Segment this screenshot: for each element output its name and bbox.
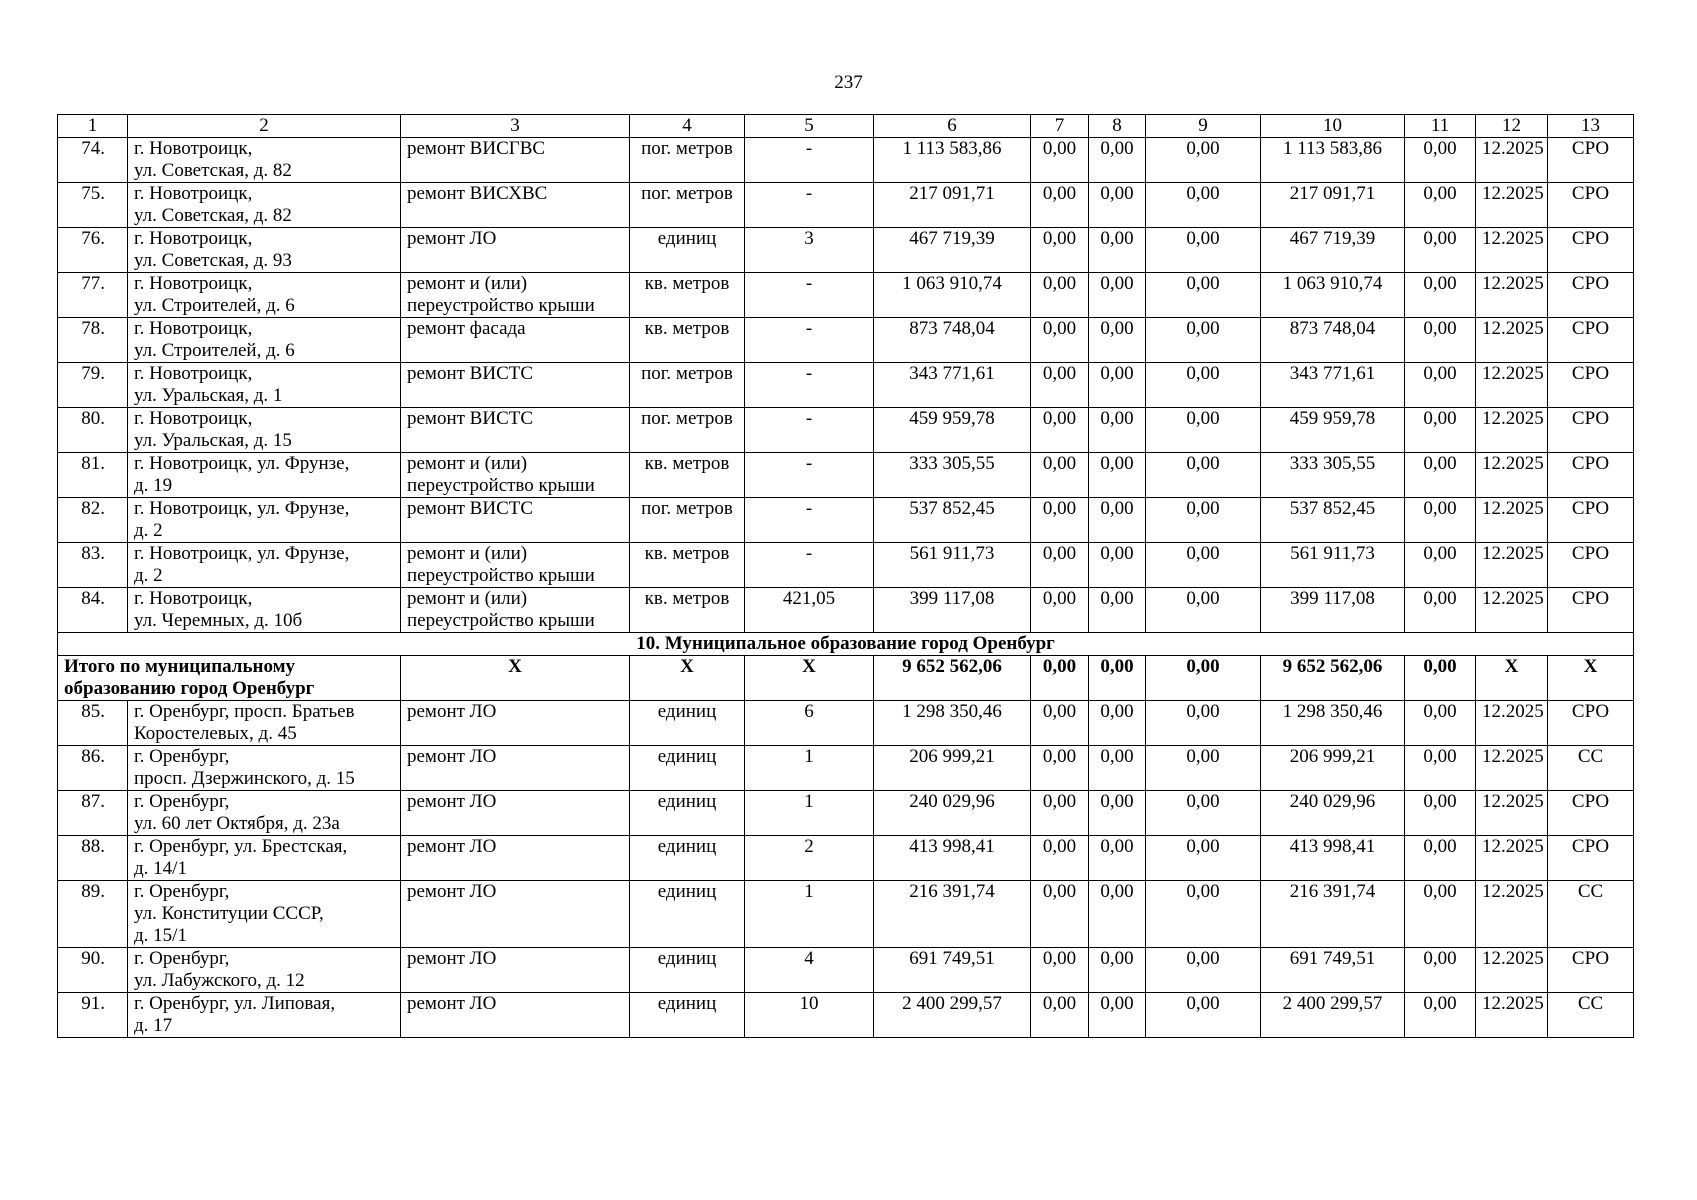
unit-cell: кв. метров xyxy=(630,273,745,318)
federal-funds-cell: 0,00 xyxy=(1031,273,1089,318)
table-row xyxy=(58,588,1634,633)
table-row xyxy=(58,746,1634,791)
regional-funds-cell: 0,00 xyxy=(1089,498,1146,543)
subtotal-value: Х xyxy=(401,656,630,701)
regional-funds-cell: 0,00 xyxy=(1089,318,1146,363)
address-cell: г. Новотроицк, ул. Фрунзе, д. 19 xyxy=(128,453,401,498)
subtotal-value: 0,00 xyxy=(1089,656,1146,701)
capital-repair-table xyxy=(57,114,1634,1038)
federal-funds-cell: 0,00 xyxy=(1031,588,1089,633)
table-row xyxy=(58,498,1634,543)
table-row xyxy=(58,543,1634,588)
owner-funds-cell: 691 749,51 xyxy=(1261,948,1405,993)
address-cell: г. Новотроицк, ул. Советская, д. 93 xyxy=(128,228,401,273)
deadline-cell: 12.2025 xyxy=(1476,836,1548,881)
table-row xyxy=(58,701,1634,746)
total-cost-cell: 1 113 583,86 xyxy=(874,138,1031,183)
column-number: 12 xyxy=(1476,115,1548,138)
federal-funds-cell: 0,00 xyxy=(1031,363,1089,408)
deadline-cell: 12.2025 xyxy=(1476,498,1548,543)
federal-funds-cell: 0,00 xyxy=(1031,836,1089,881)
address-cell: г. Оренбург, просп. Дзержинского, д. 15 xyxy=(128,746,401,791)
address-cell: г. Новотроицк, ул. Уральская, д. 1 xyxy=(128,363,401,408)
other-funds-cell: 0,00 xyxy=(1405,881,1476,948)
regional-funds-cell: 0,00 xyxy=(1089,453,1146,498)
total-cost-cell: 561 911,73 xyxy=(874,543,1031,588)
column-number: 4 xyxy=(630,115,745,138)
other-funds-cell: 0,00 xyxy=(1405,408,1476,453)
row-number: 76. xyxy=(58,228,128,273)
subtotal-value: Х xyxy=(630,656,745,701)
subtotal-value: 9 652 562,06 xyxy=(874,656,1031,701)
unit-cell: единиц xyxy=(630,948,745,993)
unit-cell: кв. метров xyxy=(630,453,745,498)
unit-cell: единиц xyxy=(630,993,745,1038)
regional-funds-cell: 0,00 xyxy=(1089,881,1146,948)
unit-cell: единиц xyxy=(630,791,745,836)
federal-funds-cell: 0,00 xyxy=(1031,453,1089,498)
federal-funds-cell: 0,00 xyxy=(1031,993,1089,1038)
quantity-cell: - xyxy=(745,498,874,543)
deadline-cell: 12.2025 xyxy=(1476,993,1548,1038)
local-funds-cell: 0,00 xyxy=(1146,138,1261,183)
deadline-cell: 12.2025 xyxy=(1476,746,1548,791)
regional-funds-cell: 0,00 xyxy=(1089,138,1146,183)
federal-funds-cell: 0,00 xyxy=(1031,543,1089,588)
local-funds-cell: 0,00 xyxy=(1146,183,1261,228)
other-funds-cell: 0,00 xyxy=(1405,993,1476,1038)
fund-type-cell: СРО xyxy=(1548,183,1634,228)
other-funds-cell: 0,00 xyxy=(1405,498,1476,543)
owner-funds-cell: 561 911,73 xyxy=(1261,543,1405,588)
table-row xyxy=(58,791,1634,836)
quantity-cell: 1 xyxy=(745,746,874,791)
column-number: 13 xyxy=(1548,115,1634,138)
row-number: 80. xyxy=(58,408,128,453)
federal-funds-cell: 0,00 xyxy=(1031,881,1089,948)
address-cell: г. Новотроицк, ул. Черемных, д. 10б xyxy=(128,588,401,633)
address-cell: г. Новотроицк, ул. Строителей, д. 6 xyxy=(128,273,401,318)
row-number: 78. xyxy=(58,318,128,363)
quantity-cell: 3 xyxy=(745,228,874,273)
table-body xyxy=(58,115,1634,1038)
other-funds-cell: 0,00 xyxy=(1405,273,1476,318)
local-funds-cell: 0,00 xyxy=(1146,453,1261,498)
quantity-cell: 4 xyxy=(745,948,874,993)
work-type-cell: ремонт и (или) переустройство крыши xyxy=(401,453,630,498)
table-row xyxy=(58,363,1634,408)
regional-funds-cell: 0,00 xyxy=(1089,791,1146,836)
total-cost-cell: 240 029,96 xyxy=(874,791,1031,836)
fund-type-cell: СРО xyxy=(1548,498,1634,543)
other-funds-cell: 0,00 xyxy=(1405,588,1476,633)
owner-funds-cell: 343 771,61 xyxy=(1261,363,1405,408)
deadline-cell: 12.2025 xyxy=(1476,881,1548,948)
subtotal-label: Итого по муниципальному образованию город Оренбург xyxy=(58,656,401,701)
local-funds-cell: 0,00 xyxy=(1146,948,1261,993)
deadline-cell: 12.2025 xyxy=(1476,453,1548,498)
column-number: 10 xyxy=(1261,115,1405,138)
owner-funds-cell: 1 113 583,86 xyxy=(1261,138,1405,183)
owner-funds-cell: 1 063 910,74 xyxy=(1261,273,1405,318)
total-cost-cell: 2 400 299,57 xyxy=(874,993,1031,1038)
total-cost-cell: 413 998,41 xyxy=(874,836,1031,881)
total-cost-cell: 217 091,71 xyxy=(874,183,1031,228)
section-title: 10. Муниципальное образование город Оренбург xyxy=(58,633,1634,656)
deadline-cell: 12.2025 xyxy=(1476,183,1548,228)
work-type-cell: ремонт ЛО xyxy=(401,836,630,881)
fund-type-cell: СРО xyxy=(1548,363,1634,408)
unit-cell: кв. метров xyxy=(630,543,745,588)
table-row xyxy=(58,993,1634,1038)
column-number-row xyxy=(58,115,1634,138)
owner-funds-cell: 873 748,04 xyxy=(1261,318,1405,363)
work-type-cell: ремонт и (или) переустройство крыши xyxy=(401,273,630,318)
quantity-cell: 6 xyxy=(745,701,874,746)
federal-funds-cell: 0,00 xyxy=(1031,701,1089,746)
work-type-cell: ремонт ВИСТС xyxy=(401,408,630,453)
local-funds-cell: 0,00 xyxy=(1146,498,1261,543)
address-cell: г. Новотроицк, ул. Советская, д. 82 xyxy=(128,183,401,228)
address-cell: г. Новотроицк, ул. Фрунзе, д. 2 xyxy=(128,498,401,543)
column-number: 9 xyxy=(1146,115,1261,138)
federal-funds-cell: 0,00 xyxy=(1031,228,1089,273)
table-row xyxy=(58,948,1634,993)
fund-type-cell: СРО xyxy=(1548,588,1634,633)
deadline-cell: 12.2025 xyxy=(1476,138,1548,183)
total-cost-cell: 333 305,55 xyxy=(874,453,1031,498)
federal-funds-cell: 0,00 xyxy=(1031,408,1089,453)
other-funds-cell: 0,00 xyxy=(1405,836,1476,881)
table-row xyxy=(58,273,1634,318)
row-number: 88. xyxy=(58,836,128,881)
quantity-cell: - xyxy=(745,138,874,183)
federal-funds-cell: 0,00 xyxy=(1031,183,1089,228)
table-row xyxy=(58,318,1634,363)
total-cost-cell: 691 749,51 xyxy=(874,948,1031,993)
owner-funds-cell: 459 959,78 xyxy=(1261,408,1405,453)
work-type-cell: ремонт ЛО xyxy=(401,993,630,1038)
quantity-cell: 1 xyxy=(745,791,874,836)
local-funds-cell: 0,00 xyxy=(1146,791,1261,836)
quantity-cell: - xyxy=(745,408,874,453)
local-funds-cell: 0,00 xyxy=(1146,881,1261,948)
quantity-cell: - xyxy=(745,453,874,498)
other-funds-cell: 0,00 xyxy=(1405,138,1476,183)
deadline-cell: 12.2025 xyxy=(1476,791,1548,836)
unit-cell: пог. метров xyxy=(630,138,745,183)
row-number: 81. xyxy=(58,453,128,498)
row-number: 75. xyxy=(58,183,128,228)
owner-funds-cell: 537 852,45 xyxy=(1261,498,1405,543)
work-type-cell: ремонт ВИСТС xyxy=(401,498,630,543)
work-type-cell: ремонт ЛО xyxy=(401,746,630,791)
work-type-cell: ремонт ЛО xyxy=(401,791,630,836)
subtotal-value: Х xyxy=(745,656,874,701)
owner-funds-cell: 240 029,96 xyxy=(1261,791,1405,836)
fund-type-cell: СРО xyxy=(1548,948,1634,993)
row-number: 77. xyxy=(58,273,128,318)
owner-funds-cell: 399 117,08 xyxy=(1261,588,1405,633)
unit-cell: кв. метров xyxy=(630,318,745,363)
address-cell: г. Оренбург, ул. 60 лет Октября, д. 23а xyxy=(128,791,401,836)
fund-type-cell: СРО xyxy=(1548,408,1634,453)
total-cost-cell: 873 748,04 xyxy=(874,318,1031,363)
total-cost-cell: 206 999,21 xyxy=(874,746,1031,791)
owner-funds-cell: 333 305,55 xyxy=(1261,453,1405,498)
column-number: 8 xyxy=(1089,115,1146,138)
federal-funds-cell: 0,00 xyxy=(1031,948,1089,993)
owner-funds-cell: 217 091,71 xyxy=(1261,183,1405,228)
deadline-cell: 12.2025 xyxy=(1476,273,1548,318)
local-funds-cell: 0,00 xyxy=(1146,836,1261,881)
other-funds-cell: 0,00 xyxy=(1405,791,1476,836)
local-funds-cell: 0,00 xyxy=(1146,273,1261,318)
regional-funds-cell: 0,00 xyxy=(1089,273,1146,318)
unit-cell: пог. метров xyxy=(630,498,745,543)
fund-type-cell: СРО xyxy=(1548,701,1634,746)
regional-funds-cell: 0,00 xyxy=(1089,363,1146,408)
local-funds-cell: 0,00 xyxy=(1146,701,1261,746)
deadline-cell: 12.2025 xyxy=(1476,948,1548,993)
unit-cell: единиц xyxy=(630,836,745,881)
local-funds-cell: 0,00 xyxy=(1146,588,1261,633)
unit-cell: пог. метров xyxy=(630,408,745,453)
total-cost-cell: 399 117,08 xyxy=(874,588,1031,633)
fund-type-cell: СРО xyxy=(1548,228,1634,273)
deadline-cell: 12.2025 xyxy=(1476,543,1548,588)
owner-funds-cell: 1 298 350,46 xyxy=(1261,701,1405,746)
column-number: 3 xyxy=(401,115,630,138)
other-funds-cell: 0,00 xyxy=(1405,701,1476,746)
unit-cell: единиц xyxy=(630,228,745,273)
quantity-cell: - xyxy=(745,318,874,363)
row-number: 79. xyxy=(58,363,128,408)
row-number: 86. xyxy=(58,746,128,791)
quantity-cell: 2 xyxy=(745,836,874,881)
address-cell: г. Оренбург, ул. Лабужского, д. 12 xyxy=(128,948,401,993)
federal-funds-cell: 0,00 xyxy=(1031,138,1089,183)
regional-funds-cell: 0,00 xyxy=(1089,836,1146,881)
federal-funds-cell: 0,00 xyxy=(1031,318,1089,363)
total-cost-cell: 1 298 350,46 xyxy=(874,701,1031,746)
row-number: 84. xyxy=(58,588,128,633)
other-funds-cell: 0,00 xyxy=(1405,746,1476,791)
subtotal-value: 0,00 xyxy=(1146,656,1261,701)
row-number: 91. xyxy=(58,993,128,1038)
local-funds-cell: 0,00 xyxy=(1146,993,1261,1038)
subtotal-value: Х xyxy=(1548,656,1634,701)
other-funds-cell: 0,00 xyxy=(1405,318,1476,363)
other-funds-cell: 0,00 xyxy=(1405,183,1476,228)
subtotal-value: Х xyxy=(1476,656,1548,701)
other-funds-cell: 0,00 xyxy=(1405,543,1476,588)
row-number: 85. xyxy=(58,701,128,746)
quantity-cell: - xyxy=(745,363,874,408)
address-cell: г. Оренбург, ул. Конституции СССР, д. 15/1 xyxy=(128,881,401,948)
fund-type-cell: СС xyxy=(1548,746,1634,791)
work-type-cell: ремонт ЛО xyxy=(401,228,630,273)
deadline-cell: 12.2025 xyxy=(1476,588,1548,633)
work-type-cell: ремонт ВИСТС xyxy=(401,363,630,408)
deadline-cell: 12.2025 xyxy=(1476,408,1548,453)
other-funds-cell: 0,00 xyxy=(1405,228,1476,273)
subtotal-row xyxy=(58,656,1634,701)
address-cell: г. Новотроицк, ул. Уральская, д. 15 xyxy=(128,408,401,453)
table-row xyxy=(58,183,1634,228)
owner-funds-cell: 467 719,39 xyxy=(1261,228,1405,273)
quantity-cell: 1 xyxy=(745,881,874,948)
regional-funds-cell: 0,00 xyxy=(1089,228,1146,273)
regional-funds-cell: 0,00 xyxy=(1089,948,1146,993)
fund-type-cell: СРО xyxy=(1548,453,1634,498)
total-cost-cell: 467 719,39 xyxy=(874,228,1031,273)
unit-cell: единиц xyxy=(630,746,745,791)
address-cell: г. Новотроицк, ул. Фрунзе, д. 2 xyxy=(128,543,401,588)
local-funds-cell: 0,00 xyxy=(1146,746,1261,791)
total-cost-cell: 537 852,45 xyxy=(874,498,1031,543)
column-number: 2 xyxy=(128,115,401,138)
local-funds-cell: 0,00 xyxy=(1146,408,1261,453)
quantity-cell: 421,05 xyxy=(745,588,874,633)
subtotal-value: 0,00 xyxy=(1405,656,1476,701)
regional-funds-cell: 0,00 xyxy=(1089,543,1146,588)
regional-funds-cell: 0,00 xyxy=(1089,588,1146,633)
fund-type-cell: СРО xyxy=(1548,836,1634,881)
table-row xyxy=(58,408,1634,453)
page-number: 237 xyxy=(834,72,863,93)
address-cell: г. Оренбург, ул. Брестская, д. 14/1 xyxy=(128,836,401,881)
other-funds-cell: 0,00 xyxy=(1405,363,1476,408)
federal-funds-cell: 0,00 xyxy=(1031,498,1089,543)
total-cost-cell: 1 063 910,74 xyxy=(874,273,1031,318)
work-type-cell: ремонт ВИСХВС xyxy=(401,183,630,228)
deadline-cell: 12.2025 xyxy=(1476,318,1548,363)
fund-type-cell: СРО xyxy=(1548,318,1634,363)
row-number: 87. xyxy=(58,791,128,836)
fund-type-cell: СРО xyxy=(1548,273,1634,318)
address-cell: г. Новотроицк, ул. Советская, д. 82 xyxy=(128,138,401,183)
work-type-cell: ремонт и (или) переустройство крыши xyxy=(401,543,630,588)
column-number: 6 xyxy=(874,115,1031,138)
owner-funds-cell: 2 400 299,57 xyxy=(1261,993,1405,1038)
regional-funds-cell: 0,00 xyxy=(1089,183,1146,228)
unit-cell: кв. метров xyxy=(630,588,745,633)
local-funds-cell: 0,00 xyxy=(1146,543,1261,588)
work-type-cell: ремонт ЛО xyxy=(401,701,630,746)
regional-funds-cell: 0,00 xyxy=(1089,408,1146,453)
quantity-cell: - xyxy=(745,543,874,588)
quantity-cell: - xyxy=(745,273,874,318)
subtotal-value: 9 652 562,06 xyxy=(1261,656,1405,701)
column-number: 1 xyxy=(58,115,128,138)
local-funds-cell: 0,00 xyxy=(1146,363,1261,408)
work-type-cell: ремонт ЛО xyxy=(401,948,630,993)
address-cell: г. Новотроицк, ул. Строителей, д. 6 xyxy=(128,318,401,363)
work-type-cell: ремонт фасада xyxy=(401,318,630,363)
other-funds-cell: 0,00 xyxy=(1405,948,1476,993)
column-number: 5 xyxy=(745,115,874,138)
deadline-cell: 12.2025 xyxy=(1476,701,1548,746)
table-row xyxy=(58,138,1634,183)
quantity-cell: - xyxy=(745,183,874,228)
total-cost-cell: 459 959,78 xyxy=(874,408,1031,453)
address-cell: г. Оренбург, просп. Братьев Коростелевых, д. 45 xyxy=(128,701,401,746)
fund-type-cell: СС xyxy=(1548,881,1634,948)
table-row xyxy=(58,453,1634,498)
local-funds-cell: 0,00 xyxy=(1146,318,1261,363)
work-type-cell: ремонт ЛО xyxy=(401,881,630,948)
owner-funds-cell: 206 999,21 xyxy=(1261,746,1405,791)
table-row xyxy=(58,836,1634,881)
owner-funds-cell: 413 998,41 xyxy=(1261,836,1405,881)
regional-funds-cell: 0,00 xyxy=(1089,993,1146,1038)
unit-cell: единиц xyxy=(630,701,745,746)
table-row xyxy=(58,881,1634,948)
deadline-cell: 12.2025 xyxy=(1476,363,1548,408)
row-number: 83. xyxy=(58,543,128,588)
fund-type-cell: СРО xyxy=(1548,791,1634,836)
fund-type-cell: СС xyxy=(1548,993,1634,1038)
local-funds-cell: 0,00 xyxy=(1146,228,1261,273)
owner-funds-cell: 216 391,74 xyxy=(1261,881,1405,948)
work-type-cell: ремонт ВИСГВС xyxy=(401,138,630,183)
federal-funds-cell: 0,00 xyxy=(1031,791,1089,836)
column-number: 7 xyxy=(1031,115,1089,138)
federal-funds-cell: 0,00 xyxy=(1031,746,1089,791)
row-number: 90. xyxy=(58,948,128,993)
work-type-cell: ремонт и (или) переустройство крыши xyxy=(401,588,630,633)
row-number: 89. xyxy=(58,881,128,948)
total-cost-cell: 343 771,61 xyxy=(874,363,1031,408)
deadline-cell: 12.2025 xyxy=(1476,228,1548,273)
unit-cell: единиц xyxy=(630,881,745,948)
row-number: 74. xyxy=(58,138,128,183)
section-header-row xyxy=(58,633,1634,656)
regional-funds-cell: 0,00 xyxy=(1089,746,1146,791)
fund-type-cell: СРО xyxy=(1548,138,1634,183)
row-number: 82. xyxy=(58,498,128,543)
subtotal-value: 0,00 xyxy=(1031,656,1089,701)
unit-cell: пог. метров xyxy=(630,183,745,228)
unit-cell: пог. метров xyxy=(630,363,745,408)
total-cost-cell: 216 391,74 xyxy=(874,881,1031,948)
address-cell: г. Оренбург, ул. Липовая, д. 17 xyxy=(128,993,401,1038)
regional-funds-cell: 0,00 xyxy=(1089,701,1146,746)
column-number: 11 xyxy=(1405,115,1476,138)
fund-type-cell: СРО xyxy=(1548,543,1634,588)
quantity-cell: 10 xyxy=(745,993,874,1038)
other-funds-cell: 0,00 xyxy=(1405,453,1476,498)
table-row xyxy=(58,228,1634,273)
